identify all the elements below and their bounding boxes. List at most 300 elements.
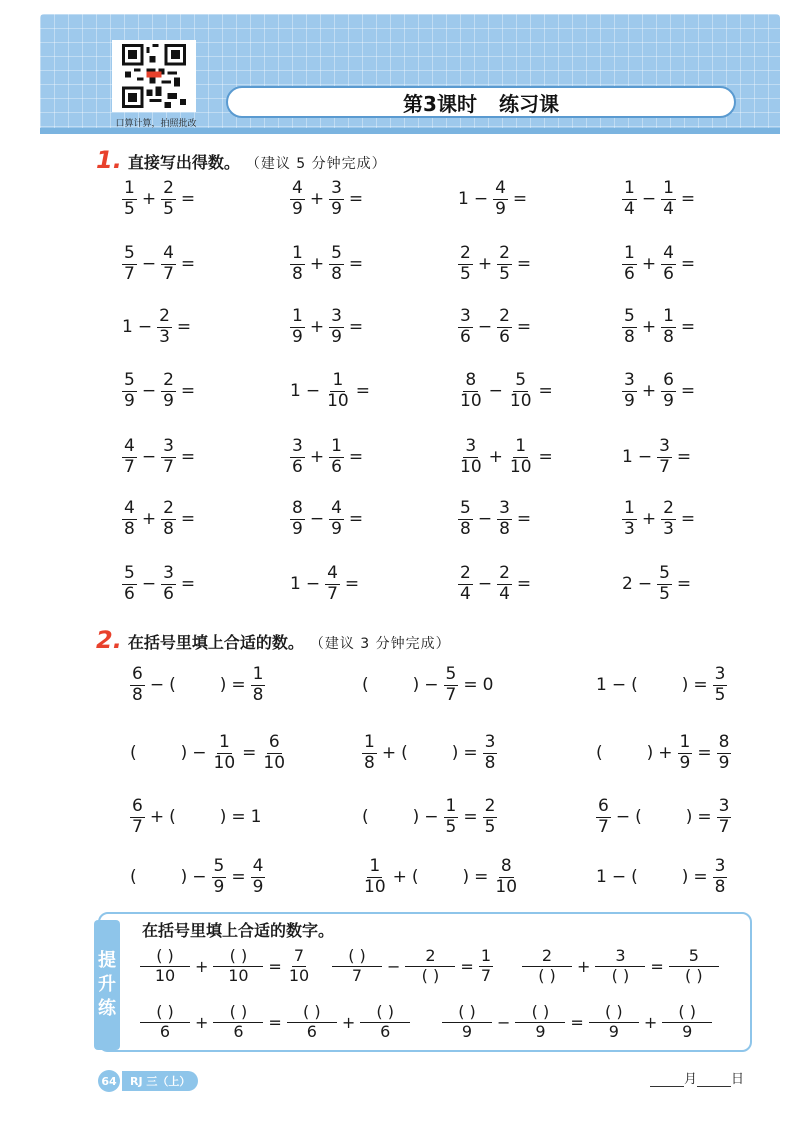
- denominator: 5: [659, 583, 670, 604]
- denominator: 9: [331, 198, 342, 219]
- numerator[interactable]: ( ): [662, 1004, 712, 1023]
- numerator: 4: [124, 436, 135, 456]
- fraction: [287, 948, 311, 985]
- denominator: 10: [364, 876, 386, 897]
- numerator: 5: [669, 948, 719, 967]
- section-1-number: 1.: [96, 146, 122, 174]
- denominator: 7: [132, 816, 143, 837]
- number: 1: [458, 189, 469, 210]
- numerator: 8: [292, 498, 303, 518]
- exercise: [288, 438, 366, 477]
- denominator: 10: [154, 965, 176, 985]
- fraction: [458, 438, 484, 477]
- fraction: [596, 798, 611, 837]
- denominator[interactable]: ( ): [421, 965, 440, 985]
- operator: +: [195, 1012, 209, 1032]
- fraction: [360, 1004, 410, 1041]
- answer-blank[interactable]: ( ): [631, 867, 689, 888]
- denominator: 8: [624, 326, 635, 347]
- denominator: 10: [460, 456, 482, 477]
- section-1-instruction: 直接写出得数。: [127, 153, 240, 172]
- operator: −: [641, 189, 657, 210]
- numerator: 1: [331, 436, 342, 456]
- numerator: 3: [718, 796, 730, 816]
- day-label: 日: [731, 1072, 745, 1087]
- answer-blank[interactable]: ( ): [411, 867, 470, 888]
- operator: +: [309, 447, 325, 468]
- page-title: [226, 86, 736, 118]
- fraction: [662, 1004, 712, 1041]
- operator: −: [141, 254, 157, 275]
- operator: =: [693, 675, 708, 696]
- answer-blank[interactable]: ( ): [635, 807, 693, 828]
- denominator: 7: [327, 583, 338, 604]
- operator: −: [424, 807, 439, 828]
- numerator: 4: [124, 498, 135, 518]
- operator: =: [676, 447, 692, 468]
- fraction: [493, 180, 508, 219]
- numerator: 4: [163, 243, 174, 263]
- denominator: 10: [460, 390, 482, 411]
- denominator: 8: [124, 518, 135, 539]
- fraction: [130, 666, 145, 705]
- operator: =: [538, 381, 553, 402]
- operator: =: [242, 743, 257, 764]
- fraction: [595, 948, 645, 985]
- exercise: [620, 180, 698, 219]
- denominator: 4: [663, 198, 674, 219]
- operator: +: [141, 189, 157, 210]
- answer-blank[interactable]: ( ): [169, 675, 227, 696]
- denominator: 6: [380, 1021, 391, 1041]
- denominator: 9: [163, 390, 174, 411]
- numerator: 8: [500, 856, 512, 876]
- lesson-label: 第3课时: [403, 91, 477, 116]
- fraction: [444, 798, 459, 837]
- fraction: [661, 308, 676, 347]
- numerator: 3: [714, 664, 726, 684]
- denominator: 5: [124, 198, 135, 219]
- operator: −: [615, 807, 631, 828]
- fraction: [329, 245, 344, 284]
- denominator: 10: [288, 965, 310, 985]
- operator: +: [641, 254, 657, 275]
- denominator: 10: [213, 752, 236, 773]
- fraction: [508, 372, 534, 411]
- lesson-name: 练习课: [498, 91, 559, 116]
- operator: −: [137, 317, 153, 338]
- numerator: 3: [595, 948, 645, 967]
- operator: =: [348, 509, 364, 530]
- numerator[interactable]: ( ): [442, 1004, 492, 1023]
- bonus-tag-char: 升: [98, 973, 116, 995]
- operator: =: [231, 675, 246, 696]
- denominator: 8: [460, 518, 471, 539]
- fraction: [362, 734, 377, 773]
- numerator: 4: [331, 498, 342, 518]
- denominator: 9: [331, 518, 342, 539]
- answer-blank[interactable]: ( ): [130, 743, 188, 764]
- denominator: 3: [624, 518, 635, 539]
- numerator[interactable]: ( ): [140, 1004, 190, 1023]
- exercise: [288, 500, 366, 539]
- operator: +: [488, 447, 503, 468]
- numerator: 2: [405, 948, 455, 967]
- numerator: 1: [480, 946, 491, 965]
- operator: =: [460, 956, 474, 976]
- number: 1: [250, 807, 262, 828]
- exercise: [594, 666, 729, 705]
- exercise: [456, 245, 534, 284]
- denominator: 10: [327, 390, 349, 411]
- operator: −: [473, 189, 489, 210]
- numerator: 4: [327, 563, 338, 583]
- fraction: [161, 180, 176, 219]
- denominator: 7: [718, 816, 730, 837]
- numerator: 4: [663, 243, 674, 263]
- denominator: 7: [124, 263, 135, 284]
- fraction: [329, 308, 344, 347]
- fraction: [251, 858, 266, 897]
- denominator: 9: [124, 390, 135, 411]
- operator: −: [637, 447, 653, 468]
- operator: −: [637, 574, 653, 595]
- page-number: 64: [98, 1070, 120, 1092]
- numerator: 1: [663, 178, 674, 198]
- denominator: 7: [163, 456, 174, 477]
- numerator: 1: [369, 856, 381, 876]
- numerator: 3: [714, 856, 726, 876]
- fraction: [332, 948, 382, 985]
- numerator: 3: [292, 436, 303, 456]
- fraction: [657, 565, 672, 604]
- operator: −: [141, 574, 157, 595]
- numerator: 1: [624, 178, 635, 198]
- numerator[interactable]: ( ): [515, 1004, 565, 1023]
- denominator: 9: [535, 1021, 546, 1041]
- answer-blank[interactable]: ( ): [401, 743, 459, 764]
- denominator: 5: [484, 816, 496, 837]
- operator: =: [180, 254, 196, 275]
- denominator: 9: [292, 326, 303, 347]
- denominator: 6: [460, 326, 471, 347]
- denominator: 5: [163, 198, 174, 219]
- operator: =: [355, 381, 370, 402]
- fraction: [442, 1004, 492, 1041]
- numerator: 3: [460, 306, 471, 326]
- operator: =: [463, 675, 478, 696]
- qr-code-icon: [112, 40, 196, 112]
- fraction: [458, 372, 484, 411]
- exercise: [138, 948, 313, 985]
- numerator: 2: [484, 796, 496, 816]
- operator: +: [641, 317, 657, 338]
- denominator: 9: [292, 198, 303, 219]
- operator: =: [180, 509, 196, 530]
- fraction: [122, 180, 137, 219]
- fraction: [622, 180, 637, 219]
- exercise: [360, 798, 499, 837]
- numerator: 1: [292, 243, 303, 263]
- numerator: 1: [364, 732, 375, 752]
- fraction: [717, 798, 732, 837]
- numerator: 3: [659, 436, 670, 456]
- fraction: [325, 565, 340, 604]
- fraction: [251, 666, 266, 705]
- operator: =: [697, 743, 712, 764]
- operator: −: [305, 381, 321, 402]
- denominator: 9: [663, 390, 674, 411]
- denominator: 9: [495, 198, 506, 219]
- answer-blank[interactable]: ( ): [362, 675, 420, 696]
- month-blank[interactable]: [650, 1073, 684, 1087]
- fraction: [497, 500, 512, 539]
- numerator: 2: [499, 243, 510, 263]
- exercise: [128, 734, 289, 773]
- answer-blank[interactable]: ( ): [130, 867, 188, 888]
- exercise: [288, 308, 366, 347]
- denominator: 6: [499, 326, 510, 347]
- exercise: [288, 180, 366, 219]
- section-2-title: [96, 626, 451, 654]
- exercise: [440, 1004, 714, 1041]
- operator: =: [268, 956, 282, 976]
- exercise: [594, 734, 733, 773]
- numerator: 1: [624, 498, 635, 518]
- exercise: [288, 372, 373, 411]
- answer-blank[interactable]: ( ): [596, 743, 654, 764]
- numerator: 5: [124, 243, 135, 263]
- denominator: 9: [213, 876, 225, 897]
- exercise: [456, 565, 534, 604]
- operator: =: [231, 807, 246, 828]
- exercise: [620, 565, 694, 604]
- fraction: [157, 308, 172, 347]
- denominator: 8: [252, 684, 264, 705]
- exercise: [520, 948, 721, 985]
- denominator: 7: [598, 816, 609, 837]
- month-label: 月: [684, 1072, 698, 1087]
- exercise: [128, 798, 263, 837]
- numerator: 3: [163, 563, 174, 583]
- fraction: [458, 308, 473, 347]
- numerator: 2: [499, 563, 510, 583]
- operator: =: [516, 509, 532, 530]
- fraction: [290, 180, 305, 219]
- fraction: [140, 1004, 190, 1041]
- operator: −: [477, 574, 493, 595]
- operator: =: [180, 574, 196, 595]
- fraction: [713, 858, 728, 897]
- denominator: 7: [659, 456, 670, 477]
- numerator[interactable]: ( ): [332, 948, 382, 967]
- numerator: 2: [163, 178, 174, 198]
- denominator: 6: [292, 456, 303, 477]
- answer-blank[interactable]: ( ): [169, 807, 227, 828]
- fraction: [483, 798, 498, 837]
- operator: =: [180, 189, 196, 210]
- exercise: [120, 372, 198, 411]
- numerator: 1: [515, 436, 527, 456]
- operator: =: [680, 254, 696, 275]
- operator: +: [577, 956, 591, 976]
- numerator[interactable]: ( ): [140, 948, 190, 967]
- denominator: 8: [663, 326, 674, 347]
- fraction: [212, 858, 227, 897]
- exercise: [620, 372, 698, 411]
- operator: −: [477, 509, 493, 530]
- fraction: [669, 948, 719, 985]
- fraction: [661, 245, 676, 284]
- fraction: [479, 948, 493, 985]
- numerator: 8: [718, 732, 730, 752]
- operator: =: [680, 509, 696, 530]
- denominator: 4: [460, 583, 471, 604]
- exercise: [288, 565, 362, 604]
- fraction: [522, 948, 572, 985]
- numerator: 5: [124, 563, 135, 583]
- numerator: 3: [624, 370, 635, 390]
- fraction: [290, 500, 305, 539]
- fraction: [140, 948, 190, 985]
- operator: +: [641, 509, 657, 530]
- operator: =: [348, 447, 364, 468]
- exercise: [120, 500, 198, 539]
- numerator: 2: [163, 498, 174, 518]
- fraction: [161, 565, 176, 604]
- numerator: 1: [252, 664, 264, 684]
- operator: −: [309, 509, 325, 530]
- denominator: 6: [159, 1021, 171, 1041]
- operator: =: [538, 447, 553, 468]
- fraction: [261, 734, 287, 773]
- fraction: [717, 734, 732, 773]
- denominator: 9: [461, 1021, 473, 1041]
- answer-blank[interactable]: ( ): [631, 675, 689, 696]
- denominator: 8: [484, 752, 496, 773]
- numerator: 1: [445, 796, 457, 816]
- operator: +: [149, 807, 165, 828]
- numerator: 1: [332, 370, 344, 390]
- fraction: [508, 438, 534, 477]
- fraction: [515, 1004, 565, 1041]
- numerator: 3: [163, 436, 174, 456]
- numerator: 2: [499, 306, 510, 326]
- denominator[interactable]: ( ): [611, 965, 630, 985]
- exercise: [594, 798, 733, 837]
- denominator: 7: [163, 263, 174, 284]
- numerator[interactable]: ( ): [287, 1004, 337, 1023]
- exercise: [456, 180, 530, 219]
- exercise: [120, 180, 198, 219]
- denominator: 5: [445, 816, 457, 837]
- operator: +: [309, 317, 325, 338]
- fraction: [325, 372, 351, 411]
- numerator: 1: [663, 306, 674, 326]
- numerator: 2: [159, 306, 170, 326]
- operator: +: [381, 743, 397, 764]
- denominator: 5: [460, 263, 471, 284]
- numerator[interactable]: ( ): [213, 948, 263, 967]
- exercise: [120, 565, 198, 604]
- fraction: [458, 245, 473, 284]
- denominator: 10: [495, 876, 518, 897]
- numerator: 1: [624, 243, 635, 263]
- denominator: 6: [124, 583, 135, 604]
- exercise: [128, 858, 267, 897]
- operator: =: [180, 447, 196, 468]
- operator: =: [697, 807, 712, 828]
- fraction: [362, 858, 388, 897]
- fraction: [497, 565, 512, 604]
- fraction: [122, 565, 137, 604]
- denominator: 6: [624, 263, 635, 284]
- fraction: [161, 500, 176, 539]
- numerator: 4: [252, 856, 264, 876]
- denominator[interactable]: ( ): [685, 965, 703, 985]
- section-2-number: 2.: [96, 626, 122, 654]
- operator: −: [141, 381, 157, 402]
- operator: −: [477, 317, 493, 338]
- numerator: 2: [663, 498, 674, 518]
- fraction: [122, 438, 137, 477]
- numerator: 2: [460, 243, 471, 263]
- operator: =: [463, 807, 478, 828]
- numerator: 7: [293, 946, 305, 965]
- numerator: 4: [495, 178, 506, 198]
- fraction: [661, 180, 676, 219]
- denominator: 5: [499, 263, 510, 284]
- fraction: [444, 666, 459, 705]
- operator: =: [516, 254, 532, 275]
- section-2-instruction: 在括号里填上合适的数。: [127, 633, 304, 652]
- numerator[interactable]: ( ): [213, 1004, 263, 1023]
- numerator: 6: [132, 664, 143, 684]
- fraction: [122, 500, 137, 539]
- operator: =: [344, 574, 360, 595]
- denominator: 8: [499, 518, 510, 539]
- denominator: 6: [331, 456, 342, 477]
- denominator[interactable]: ( ): [538, 965, 556, 985]
- denominator: 7: [124, 456, 135, 477]
- operator: −: [488, 381, 503, 402]
- fraction: [622, 500, 637, 539]
- operator: −: [387, 956, 401, 976]
- fraction: [213, 948, 263, 985]
- numerator: 5: [659, 563, 670, 583]
- numerator[interactable]: ( ): [360, 1004, 410, 1023]
- numerator: 2: [522, 948, 572, 967]
- numerator: 6: [268, 732, 280, 752]
- denominator: 4: [624, 198, 635, 219]
- operator: =: [680, 317, 696, 338]
- operator: =: [676, 574, 692, 595]
- day-blank[interactable]: [697, 1073, 731, 1087]
- denominator: 6: [663, 263, 674, 284]
- numerator[interactable]: ( ): [589, 1004, 639, 1023]
- answer-blank[interactable]: ( ): [362, 807, 420, 828]
- number: 1: [290, 574, 301, 595]
- operator: −: [141, 447, 157, 468]
- numerator: 1: [292, 306, 303, 326]
- fraction: [497, 245, 512, 284]
- fraction: [161, 438, 176, 477]
- number: 2: [622, 574, 633, 595]
- qr-caption: 口算计算，拍照批改: [115, 119, 197, 129]
- operator: =: [693, 867, 708, 888]
- number: 1: [122, 317, 133, 338]
- fraction: [122, 245, 137, 284]
